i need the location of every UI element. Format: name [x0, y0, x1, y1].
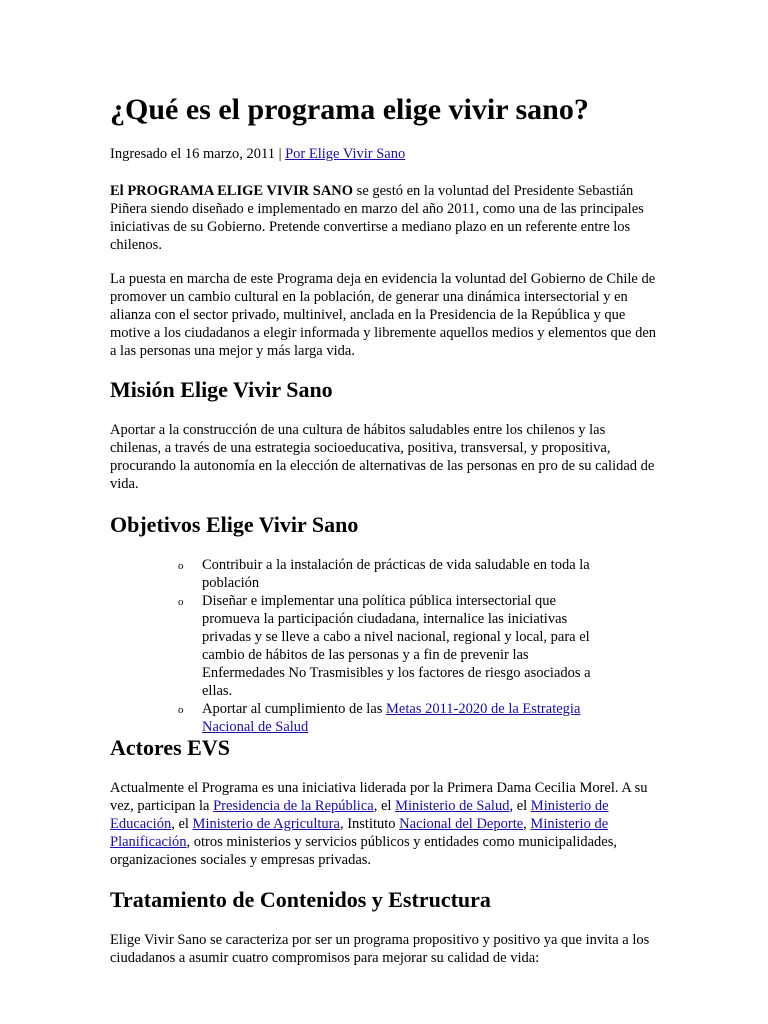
list-item: [172, 592, 612, 700]
mision-text: Aportar a la construcción de una cultura de hábitos saludables entre los chilenos y las chilenas, a través de una estrategia socioeducativa, positiva, transversal, y propositiva, procurando la autonomía en la elección de alternativas de las personas en pro de su calidad de vida.: [110, 422, 655, 492]
actores-text-part: , el: [171, 816, 193, 832]
objetivos-list: [172, 556, 612, 736]
list-item-text: Aportar al cumplimiento de las: [202, 701, 387, 717]
objetivos-heading: Objetivos Elige Vivir Sano: [110, 512, 359, 537]
presidencia-link[interactable]: Presidencia de la República: [213, 798, 374, 814]
list-item-text: Contribuir a la instalación de prácticas de vida saludable en toda la población: [202, 557, 590, 591]
mision-heading: Misión Elige Vivir Sano: [110, 377, 333, 402]
actores-text: [110, 779, 658, 869]
actores-heading: Actores EVS: [110, 735, 230, 760]
actores-text-part: ,: [523, 816, 531, 832]
author-link[interactable]: Por Elige Vivir Sano: [285, 146, 406, 162]
list-item: [172, 700, 612, 736]
paragraph-two: La puesta en marcha de este Programa deja en evidencia la voluntad del Gobierno de Chile de promover un cambio cultural en la población, de generar una dinámica intersectorial y en alianza con el sector privado, multinivel, anclada en la Presidencia de la República y que motive a los ciudadanos a elegir informada y libremente aquellos medios y elementos que den a las personas una mejor y más larga vida.: [110, 271, 657, 359]
actores-text-part: , Instituto: [339, 816, 400, 832]
intro-paragraph: [110, 182, 658, 254]
deporte-link[interactable]: Nacional del Deporte: [399, 816, 524, 832]
actores-text-part: , el: [509, 798, 531, 814]
tratamiento-text: Elige Vivir Sano se caracteriza por ser un programa propositivo y positivo ya que invita a los ciudadanos a asumir cuatro compromisos para mejorar su calidad de vida:: [110, 932, 650, 966]
program-name: El PROGRAMA ELIGE VIVIR SANO: [110, 183, 354, 199]
intro-text: se gestó en la voluntad del Presidente Sebastián Piñera siendo diseñado e implementado en marzo del año 2011, como una de las principales iniciativas de su Gobierno. Pretende convertirse a mediano plazo en un referente entre los chilenos.: [110, 183, 644, 253]
page-title: ¿Qué es el programa elige vivir sano?: [110, 93, 589, 126]
post-meta: [110, 145, 405, 163]
metas-link[interactable]: Metas 2011-2020 de la Estrategia Nacional de Salud: [202, 701, 581, 735]
list-item: [172, 556, 612, 592]
actores-text-part: , el: [373, 798, 396, 814]
bullet-icon: o: [178, 596, 184, 608]
bullet-icon: o: [178, 560, 184, 572]
list-item-text: Diseñar e implementar una política pública intersectorial que promueva la participación ciudadana, internalice las iniciativas privadas y se lleve a cabo a nivel nacional, regional y local, para el cambio de hábitos de las personas y a fin de prevenir las Enfermedades No Trasmisibles y los factores de riesgo asociados a ellas.: [202, 593, 591, 699]
ministerio-educacion-link[interactable]: Ministerio de Educación: [110, 798, 609, 832]
tratamiento-heading: Tratamiento de Contenidos y Estructura: [110, 887, 491, 912]
ministerio-planificacion-link[interactable]: Ministerio de Planificación: [110, 816, 609, 850]
bullet-icon: o: [178, 704, 184, 716]
ministerio-salud-link[interactable]: Ministerio de Salud: [395, 798, 510, 814]
actores-text-part: Actualmente el Programa es una iniciativa liderada por la Primera Dama Cecilia Morel. A su vez, participan la: [110, 780, 648, 814]
ministerio-agricultura-link[interactable]: Ministerio de Agricultura: [192, 816, 340, 832]
post-date: Ingresado el 16 marzo, 2011 |: [110, 146, 286, 162]
actores-text-part: , otros ministerios y servicios públicos y entidades como municipalidades, organizaciones sociales y empresas privadas.: [110, 834, 618, 868]
